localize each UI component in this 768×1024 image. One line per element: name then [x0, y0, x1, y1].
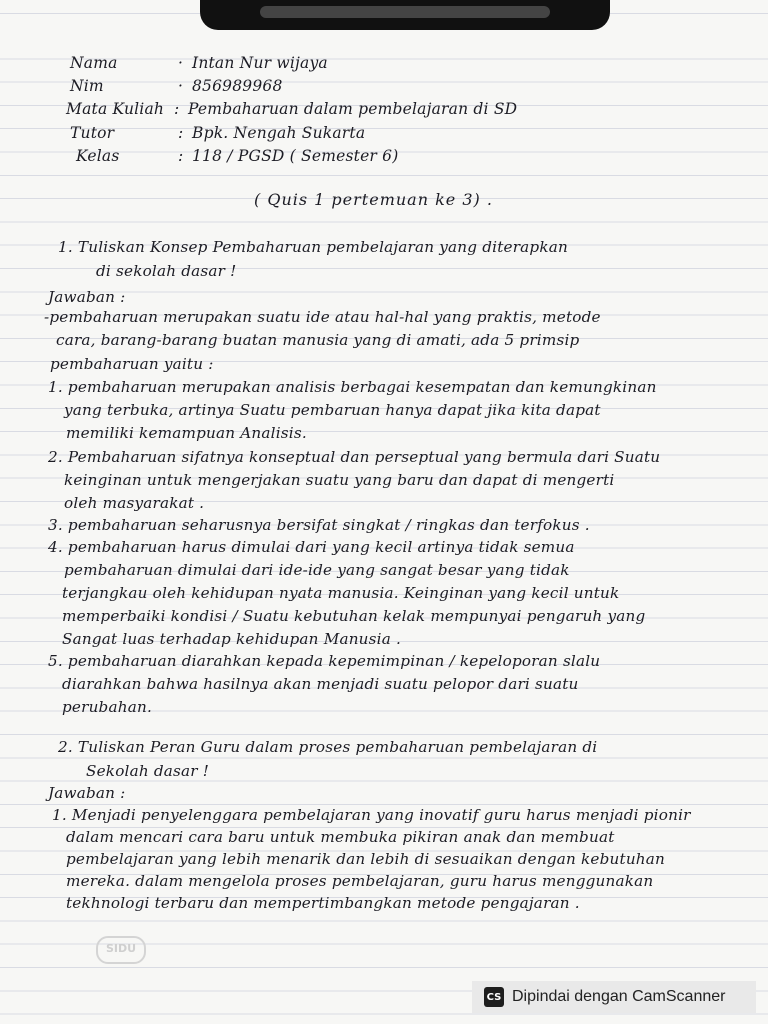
binder-clip	[200, 0, 610, 30]
nama-value: Intan Nur wijaya	[192, 54, 328, 72]
kelas-value: 118 / PGSD ( Semester 6)	[192, 147, 399, 165]
answer-1-line: 2. Pembaharuan sifatnya konseptual dan perseptual yang bermula dari Suatu	[48, 448, 661, 466]
answer-1-line: 1. pembaharuan merupakan analisis berbagai kesempatan dan kemungkinan	[48, 378, 657, 396]
answer-2-line: 1. Menjadi penyelenggara pembelajaran yang inovatif guru harus menjadi pionir	[52, 806, 691, 824]
answer-1-line: terjangkau oleh kehidupan nyata manusia. Keinginan yang kecil untuk	[62, 584, 620, 602]
answer-2-line: tekhnologi terbaru dan mempertimbangkan metode pengajaran .	[66, 894, 580, 912]
question-1-line-1: 1. Tuliskan Konsep Pembaharuan pembelajaran yang diterapkan	[58, 238, 568, 256]
answer-1-line: yang terbuka, artinya Suatu pembaruan hanya dapat jika kita dapat	[64, 401, 601, 419]
kelas-label: Kelas	[76, 147, 120, 165]
camscanner-text: Dipindai dengan CamScanner	[512, 988, 726, 1005]
answer-1-line: memiliki kemampuan Analisis.	[66, 424, 307, 442]
answer-1-line: diarahkan bahwa hasilnya akan menjadi suatu pelopor dari suatu	[62, 675, 579, 693]
camscanner-icon: CS	[484, 987, 504, 1007]
answer-1-line: cara, barang-barang buatan manusia yang di amati, ada 5 primsip	[56, 331, 580, 349]
answer-1-label: Jawaban :	[48, 288, 126, 306]
header-mata-kuliah: Mata Kuliah : Pembaharuan dalam pembelajaran di SD	[66, 100, 518, 118]
matkul-label: Mata Kuliah	[66, 100, 165, 118]
answer-1-line: pembaharuan dimulai dari ide-ide yang sangat besar yang tidak	[64, 561, 570, 579]
answer-2-line: pembelajaran yang lebih menarik dan lebih di sesuaikan dengan kebutuhan	[66, 850, 666, 868]
quiz-title: ( Quis 1 pertemuan ke 3) .	[254, 190, 493, 209]
answer-1-line: 5. pembaharuan diarahkan kepada kepemimpinan / kepeloporan slalu	[48, 652, 601, 670]
nim-value: 856989968	[192, 77, 283, 95]
answer-1-line: perubahan.	[62, 698, 152, 716]
answer-1-line: 4. pembaharuan harus dimulai dari yang kecil artinya tidak semua	[48, 538, 575, 556]
tutor-label: Tutor	[70, 124, 115, 142]
answer-1-line: 3. pembaharuan seharusnya bersifat singkat / ringkas dan terfokus .	[48, 516, 590, 534]
camscanner-badge	[472, 981, 756, 1013]
answer-2-line: mereka. dalam mengelola proses pembelajaran, guru harus menggunakan	[66, 872, 654, 890]
header-kelas: Kelas : 118 / PGSD ( Semester 6)	[76, 147, 399, 165]
question-2-line-1: 2. Tuliskan Peran Guru dalam proses pembaharuan pembelajaran di	[58, 738, 598, 756]
answer-1-line: keinginan untuk mengerjakan suatu yang baru dan dapat di mengerti	[64, 471, 615, 489]
answer-1-line: -pembaharuan merupakan suatu ide atau hal-hal yang praktis, metode	[44, 308, 601, 326]
header-nama: Nama · Intan Nur wijaya	[70, 54, 328, 72]
answer-1-line: pembaharuan yaitu :	[50, 355, 214, 373]
answer-2-label: Jawaban :	[48, 784, 126, 802]
matkul-value: Pembaharuan dalam pembelajaran di SD	[188, 100, 518, 118]
header-tutor: Tutor : Bpk. Nengah Sukarta	[70, 124, 366, 142]
nama-label: Nama	[70, 54, 118, 72]
question-2-line-2: Sekolah dasar !	[86, 762, 210, 780]
sidu-watermark-logo: SIDU	[96, 936, 146, 964]
question-1-line-2: di sekolah dasar !	[96, 262, 237, 280]
answer-2-line: dalam mencari cara baru untuk membuka pikiran anak dan membuat	[66, 828, 615, 846]
answer-1-line: oleh masyarakat .	[64, 494, 205, 512]
answer-1-line: Sangat luas terhadap kehidupan Manusia .	[62, 630, 402, 648]
answer-1-line: memperbaiki kondisi / Suatu kebutuhan kelak mempunyai pengaruh yang	[62, 607, 646, 625]
header-nim: Nim · 856989968	[70, 77, 283, 95]
tutor-value: Bpk. Nengah Sukarta	[192, 124, 366, 142]
nim-label: Nim	[70, 77, 104, 95]
